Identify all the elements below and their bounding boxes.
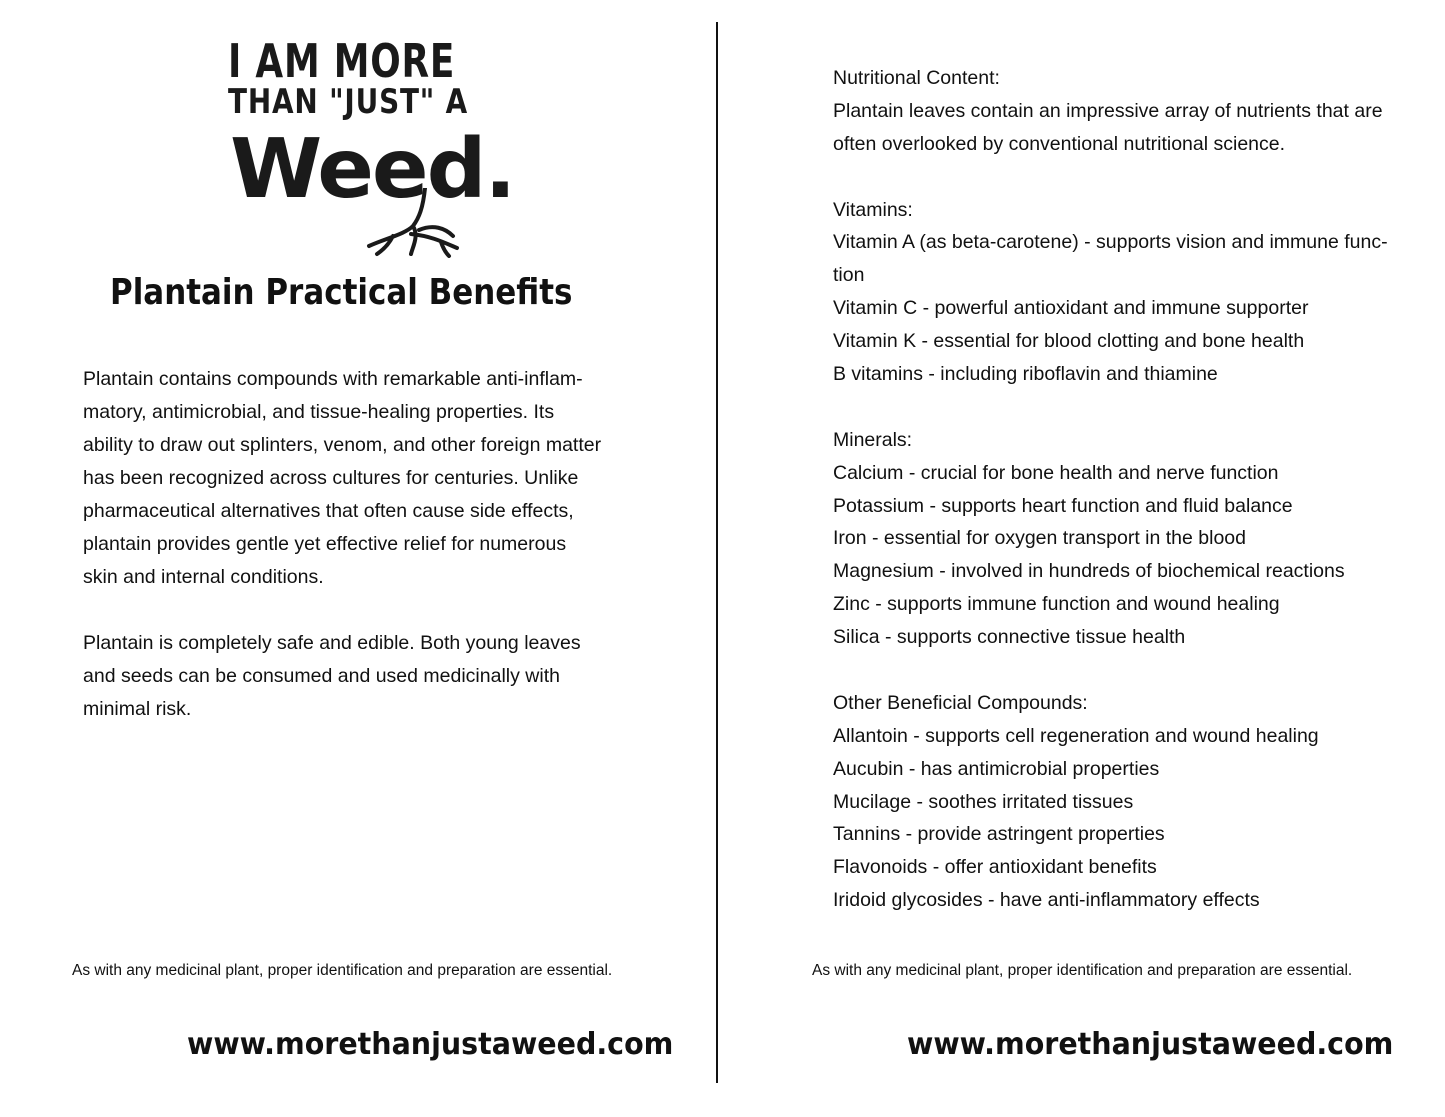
disclaimer-right: As with any medicinal plant, proper identification and preparation are essential. bbox=[812, 962, 1353, 979]
website-link-left[interactable]: www.morethanjustaweed.com bbox=[187, 1027, 674, 1062]
mineral-item: Potassium - supports heart function and fluid balance bbox=[833, 494, 1293, 517]
compound-item: Iridoid glycosides - have anti-inflammatory effects bbox=[833, 889, 1260, 912]
benefits-paragraph-1: Plantain contains compounds with remarkable anti-inflam-matory, antimicrobial, and tissue-healing properties. Its ability to draw out splinters, venom, and other foreign matter has been recognized across cultures for centuries. Unlike pharmaceutical alternatives that often cause side effects, plantain provides gentle yet effective relief for numerous skin and internal conditions. bbox=[83, 368, 602, 588]
compound-item: Tannins - provide astringent properties bbox=[833, 823, 1165, 846]
mineral-item: Iron - essential for oxygen transport in the blood bbox=[833, 527, 1246, 550]
logo-line-2: THAN "JUST" A bbox=[228, 82, 469, 122]
compound-item: Flavonoids - offer antioxidant benefits bbox=[833, 856, 1157, 879]
nutrition-body bbox=[833, 62, 1408, 917]
vitamin-k: Vitamin K - essential for blood clotting and bone health bbox=[833, 330, 1305, 353]
nutrition-heading: Nutritional Content: bbox=[833, 67, 1000, 89]
mineral-item: Magnesium - involved in hundreds of biochemical reactions bbox=[833, 560, 1345, 583]
benefits-body bbox=[83, 363, 603, 759]
logo-line-1: I AM MORE bbox=[228, 34, 456, 88]
brand-logo bbox=[228, 30, 515, 245]
compound-item: Allantoin - supports cell regeneration and wound healing bbox=[833, 724, 1319, 747]
logo-word: Weed. bbox=[230, 122, 515, 217]
mineral-item: Zinc - supports immune function and wound healing bbox=[833, 593, 1280, 616]
benefits-paragraph-2: Plantain is completely safe and edible. Both young leaves and seeds can be consumed and used medicinally with minimal risk. bbox=[83, 632, 581, 720]
nutrition-intro-line-2: often overlooked by conventional nutritional science. bbox=[833, 132, 1286, 155]
disclaimer-left: As with any medicinal plant, proper identification and preparation are essential. bbox=[72, 962, 613, 979]
vitamin-c: Vitamin C - powerful antioxidant and immune supporter bbox=[833, 297, 1309, 320]
compound-item: Mucilage - soothes irritated tissues bbox=[833, 790, 1134, 813]
page-divider bbox=[716, 22, 718, 1083]
compounds-heading: Other Beneficial Compounds: bbox=[833, 691, 1088, 714]
nutrition-intro-line-1: Plantain leaves contain an impressive array of nutrients that are bbox=[833, 99, 1383, 122]
vitamin-a-line-2: tion bbox=[833, 264, 865, 287]
mineral-item: Calcium - crucial for bone health and nerve function bbox=[833, 461, 1279, 484]
vitamins-heading: Vitamins: bbox=[833, 198, 913, 221]
website-link-right[interactable]: www.morethanjustaweed.com bbox=[907, 1027, 1394, 1062]
minerals-heading: Minerals: bbox=[833, 428, 913, 451]
vitamin-a-line-1: Vitamin A (as beta-carotene) - supports vision and immune func- bbox=[833, 231, 1388, 254]
mineral-item: Silica - supports connective tissue health bbox=[833, 626, 1186, 649]
vitamin-b: B vitamins - including riboflavin and thiamine bbox=[833, 363, 1218, 386]
roots-icon bbox=[353, 188, 473, 258]
compound-item: Aucubin - has antimicrobial properties bbox=[833, 757, 1160, 780]
page-title: Plantain Practical Benefits bbox=[110, 272, 573, 313]
